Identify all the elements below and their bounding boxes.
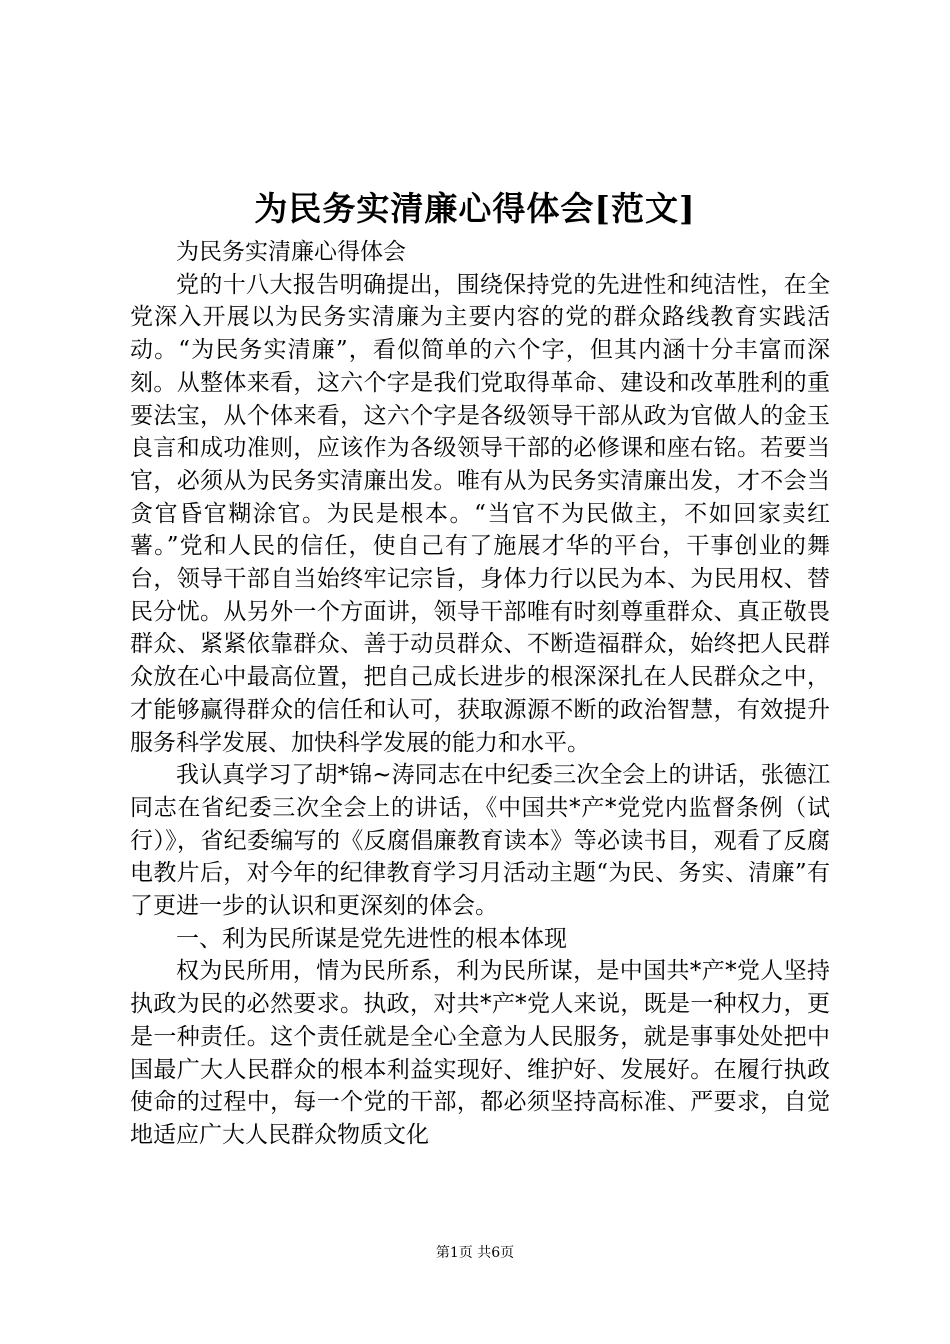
body-paragraph: 为民务实清廉心得体会 bbox=[176, 239, 406, 265]
body-paragraph: 我认真学习了胡*锦~涛同志在中纪委三次全会上的讲话，张德江同志在省纪委三次全会上的讲话，《中国共*产*党党内监督条例（试行）》，省纪委编写的《反腐倡廉教育读本》等必读书目，观看了反腐电教片后，对今年的纪律教育学习月活动主题“为民、务实、清廉”有了更进一步的认识和更深刻的体会。 bbox=[130, 762, 830, 920]
section-heading: 一、利为民所谋是党先进性的根本体现 bbox=[176, 925, 567, 952]
page-footer: 第1页 共6页 bbox=[435, 1245, 515, 1261]
document-body bbox=[130, 236, 830, 1152]
document-title: 为民务实清廉心得体会[范文] bbox=[254, 189, 696, 228]
body-paragraph: 党的十八大报告明确提出，围绕保持党的先进性和纯洁性，在全党深入开展以为民务实清廉为主要内容的党的群众路线教育实践活动。“为民务实清廉”，看似简单的六个字，但其内涵十分丰富而深刻。从整体来看，这六个字是我们党取得革命、建设和改革胜利的重要法宝，从个体来看，这六个字是各级领导干部从政为官做人的金玉良言和成功准则，应该作为各级领导干部的必修课和座右铭。若要当官，必须从为民务实清廉出发。唯有从为民务实清廉出发，才不会当贪官昏官糊涂官。为民是根本。“当官不为民做主，不如回家卖红薯。”党和人民的信任，使自己有了施展才华的平台，干事创业的舞台，领导干部自当始终牢记宗旨，身体力行以民为本、为民用权、替民分忧。从另外一个方面讲，领导干部唯有时刻尊重群众、真正敬畏群众、紧紧依靠群众、善于动员群众、不断造福群众，始终把人民群众放在心中最高位置，把自己成长进步的根深深扎在人民群众之中，才能够赢得群众的信任和认可，获取源源不断的政治智慧，有效提升服务科学发展、加快科学发展的能力和水平。 bbox=[130, 271, 830, 756]
body-paragraph: 权为民所用，情为民所系，利为民所谋，是中国共*产*党人坚持执政为民的必然要求。执政，对共*产*党人来说，既是一种权力，更是一种责任。这个责任就是全心全意为人民服务，就是事事处处把中国最广大人民群众的根本利益实现好、维护好、发展好。在履行执政使命的过程中，每一个党的干部，都必须坚持高标准、严要求，自觉地适应广大人民群众物质文化 bbox=[130, 958, 830, 1148]
